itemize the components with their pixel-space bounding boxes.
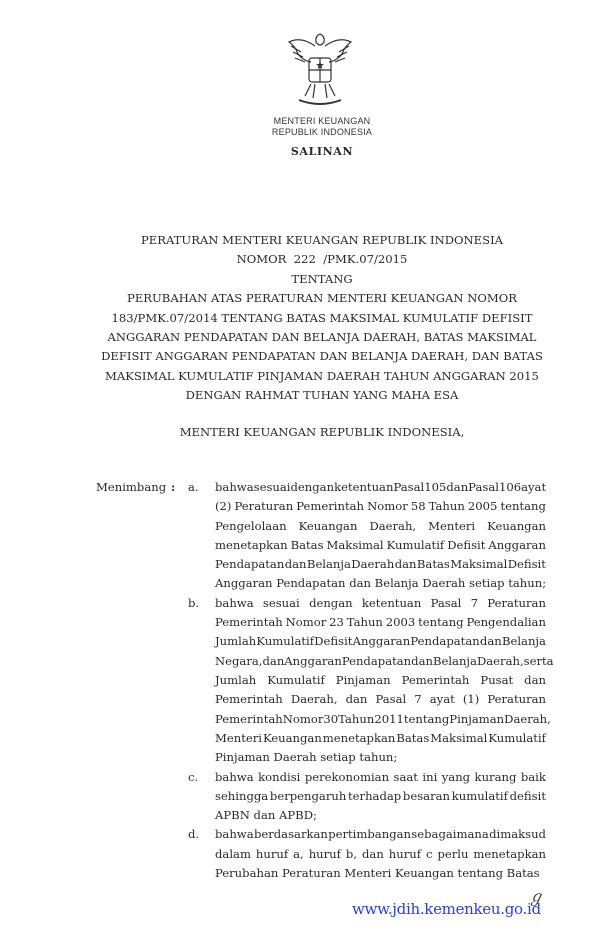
title-line: PERUBAHAN ATAS PERATURAN MENTERI KEUANGAN NOMOR [127,291,517,306]
title-line: NOMOR 222 /PMK.07/2015 [236,252,408,267]
item-line: bahwa berdasarkan pertimbangan sebagaimana dimaksud [215,827,546,842]
menimbang-label: Menimbang [96,480,167,494]
item-line: Negara, dan Anggaran Pendapatan dan Belanja Daerah, serta [215,653,554,668]
invocation: DENGAN RAHMAT TUHAN YANG MAHA ESA [185,388,459,402]
title-line: ANGGARAN PENDAPATAN DAN BELANJA DAERAH, BATAS MAKSIMAL [107,330,537,345]
garuda-emblem [285,28,355,112]
item-line: Pinjaman Daerah setiap tahun; [215,750,398,765]
item-line: menetapkan Batas Maksimal Kumulatif Defisit Anggaran [215,537,546,552]
title-line: DEFISIT ANGGARAN PENDAPATAN DAN BELANJA DAERAH, DAN BATAS [101,349,543,364]
item-line: Pemerintah Nomor 30 Tahun 2011 tentang Pinjaman Daerah, [215,711,551,726]
item-line: dalam huruf a, huruf b, dan huruf c perlu menetapkan [215,846,546,861]
item-line: sehingga berpengaruh terhadap besaran kumulatif defisit [215,788,546,803]
item-line: Menteri Keuangan menetapkan Batas Maksimal Kumulatif [215,730,546,745]
title-line: TENTANG [291,271,353,286]
item-line: (2) Peraturan Pemerintah Nomor 58 Tahun 2005 tentang [215,499,546,514]
country-name: REPUBLIK INDONESIA [271,127,373,137]
title-line: 183/PMK.07/2014 TENTANG BATAS MAKSIMAL KUMULATIF DEFISIT [111,310,533,325]
item-text [215,825,546,883]
paraf-initial: ℊ [528,887,545,906]
item-line: Pemerintah Nomor 23 Tahun 2003 tentang Pengendalian [215,615,546,630]
item-line: APBN dan APBD; [215,808,317,823]
regulation-title [100,231,544,386]
item-text [215,768,546,826]
title-line: PERATURAN MENTERI KEUANGAN REPUBLIK INDONESIA [140,233,504,247]
item-text [215,478,546,594]
item-line: Jumlah Kumulatif Defisit Anggaran Pendapatan dan Belanja [215,634,546,649]
item-line: bahwa kondisi perekonomian saat ini yang kurang baik [215,769,546,784]
website-link[interactable]: www.jdih.kemenkeu.go.id [352,900,541,918]
item-text [215,594,554,768]
title-line: MAKSIMAL KUMULATIF PINJAMAN DAERAH TAHUN ANGGARAN 2015 [105,368,539,383]
salinan-stamp: SALINAN [290,145,354,158]
item-letter: c. [188,769,199,784]
item-line: Pendapatan dan Belanja Daerah dan Batas Maksimal Defisit [215,557,546,572]
item-line: bahwa sesuai dengan ketentuan Pasal 105 dan Pasal 106 ayat [215,480,547,494]
item-line: Perubahan Peraturan Menteri Keuangan tentang Batas [215,865,540,880]
item-line: Pengelolaan Keuangan Daerah, Menteri Keuangan [215,518,546,533]
ministry-name: MENTERI KEUANGAN [273,116,371,126]
item-letter: d. [188,827,200,842]
item-line: bahwa sesuai dengan ketentuan Pasal 7 Peraturan [215,595,546,610]
item-line: Jumlah Kumulatif Pinjaman Pemerintah Pusat dan [215,672,546,687]
issuer: MENTERI KEUANGAN REPUBLIK INDONESIA, [179,425,465,439]
menimbang-colon: : [171,480,176,494]
item-line: Pemerintah Daerah, dan Pasal 7 ayat (1) Peraturan [215,692,546,707]
item-line: Anggaran Pendapatan dan Belanja Daerah setiap tahun; [215,576,547,591]
item-letter: a. [188,480,199,494]
item-letter: b. [188,595,200,610]
